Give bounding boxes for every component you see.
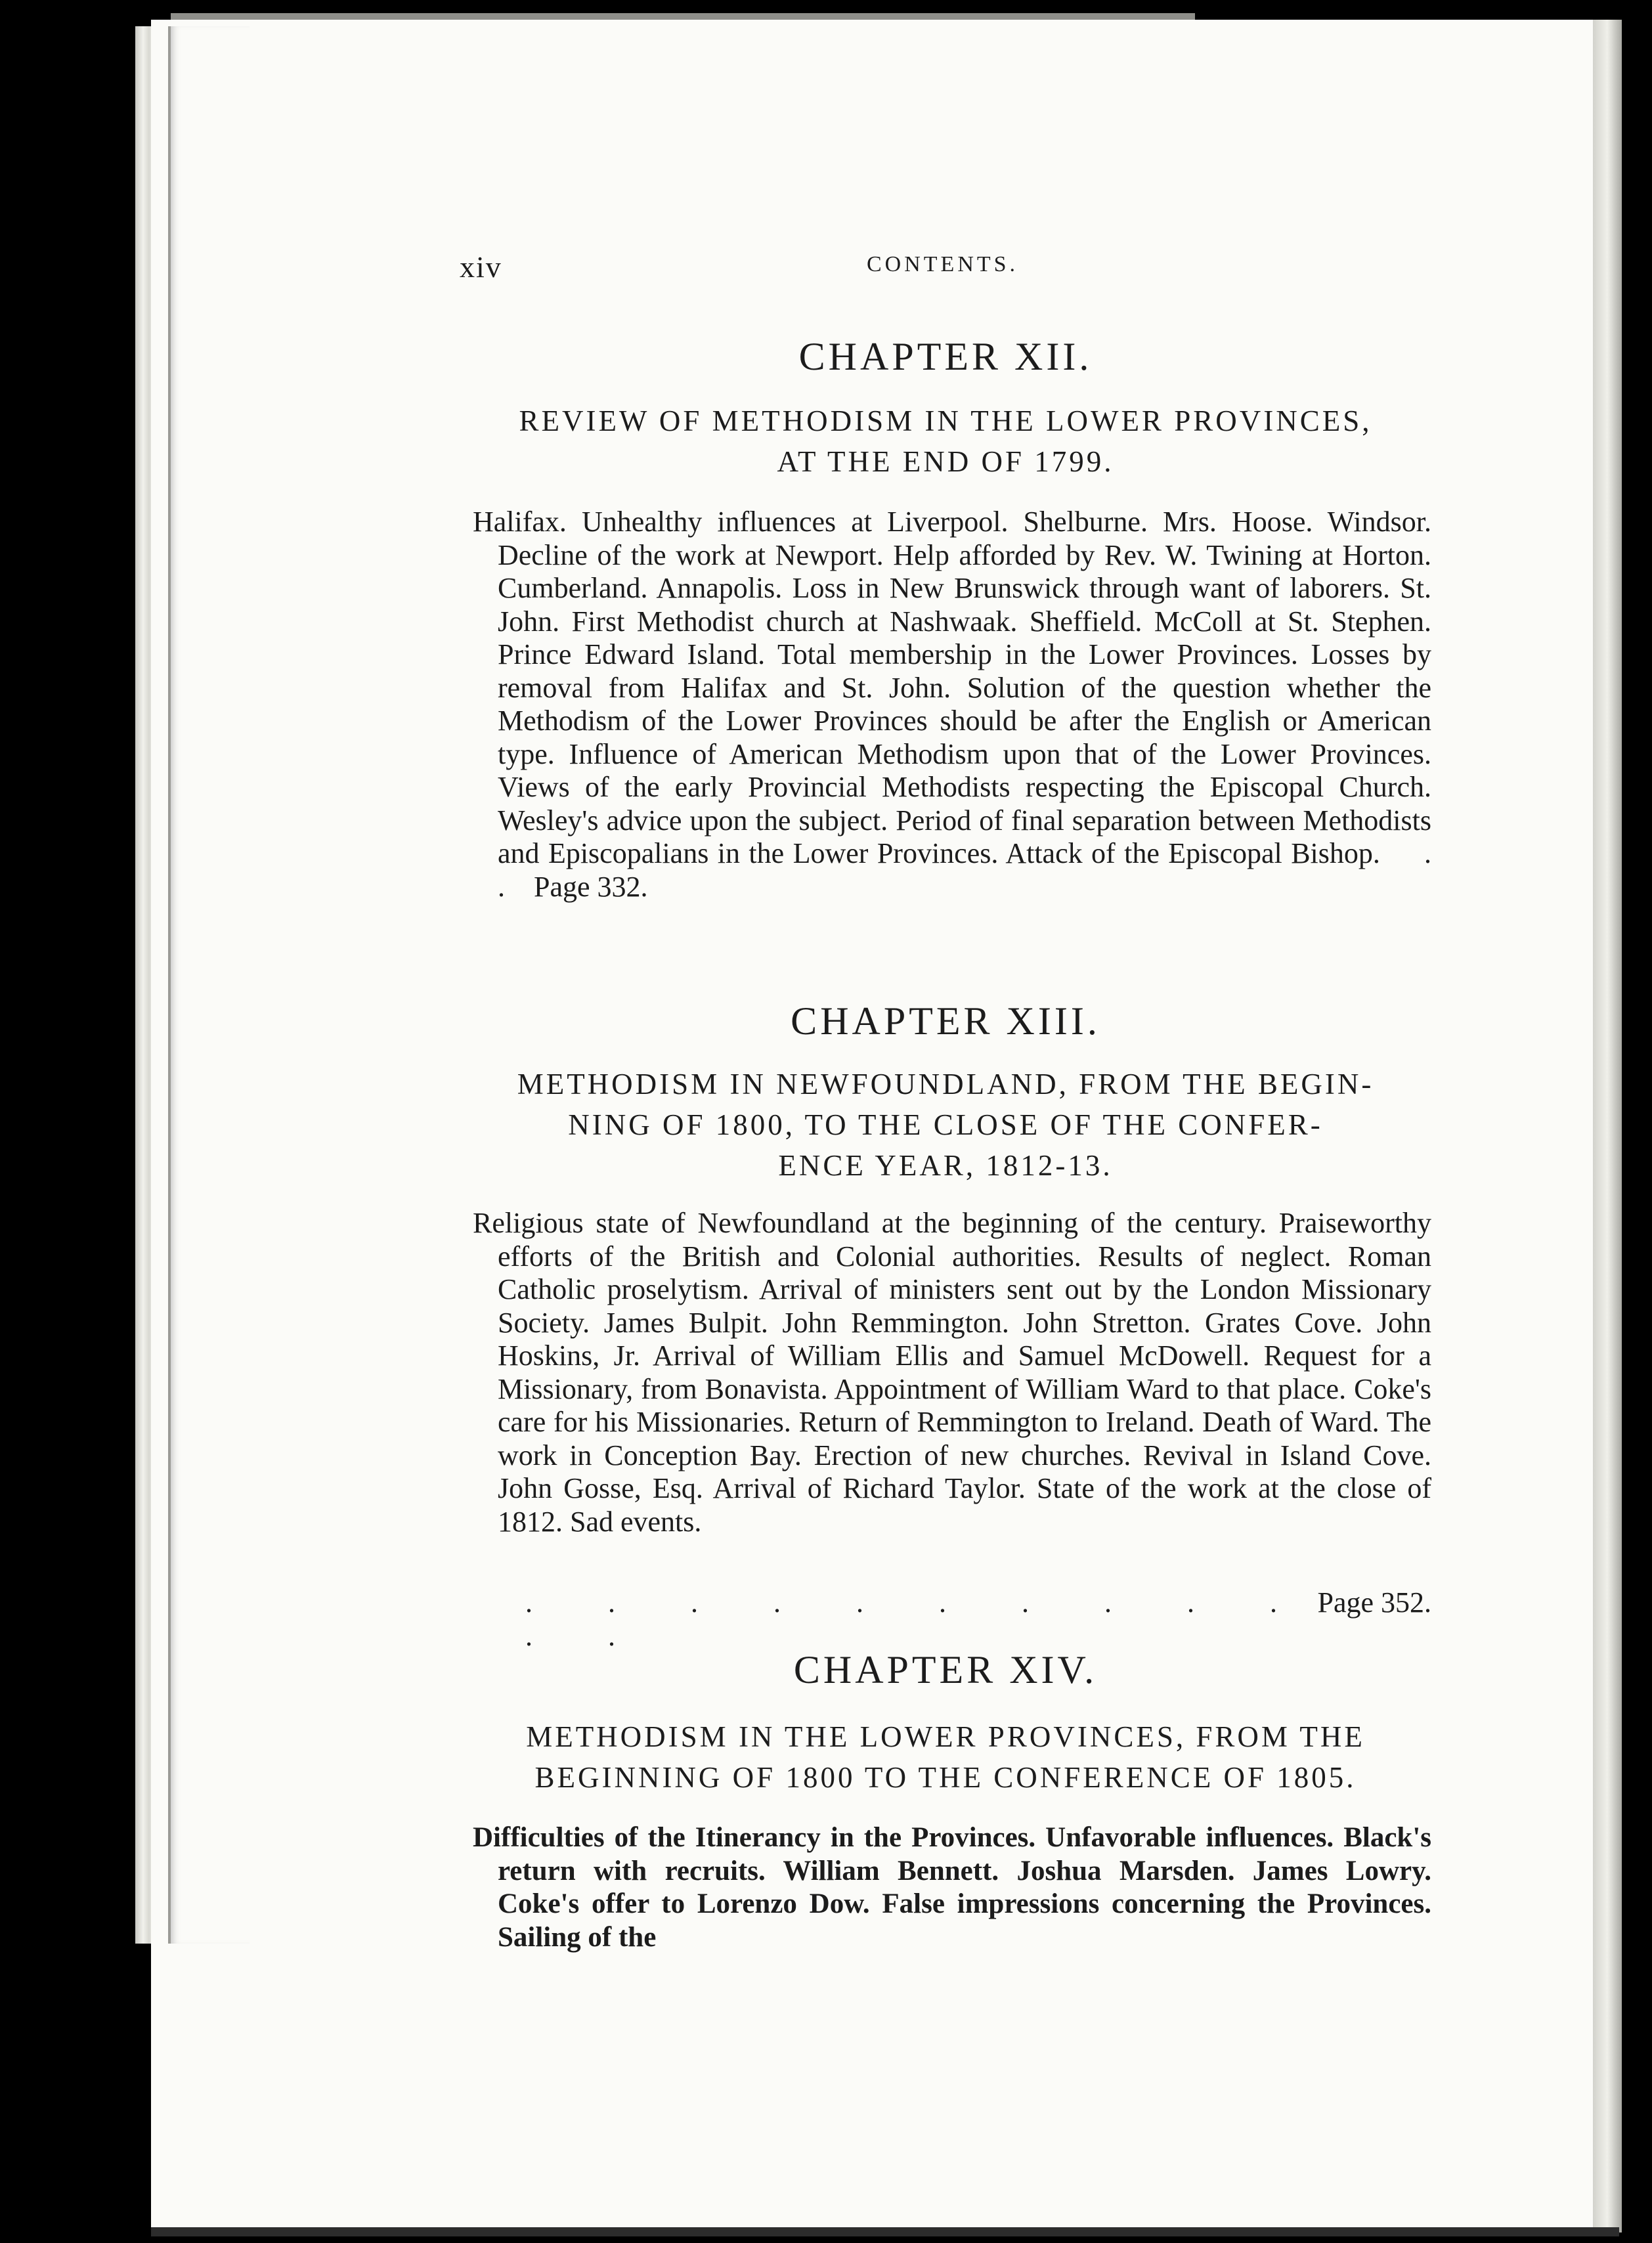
chapter-12-subtitle: [460, 401, 1431, 482]
chapter-14-subtitle-line-2: BEGINNING OF 1800 TO THE CONFERENCE OF 1805.: [534, 1761, 1357, 1794]
chapter-13-subtitle: [460, 1064, 1431, 1186]
chapter-13-leader: . . . . . . . . . . . .: [525, 1586, 1311, 1652]
page-bottom-shadow: [151, 2227, 1619, 2236]
chapter-12-title: CHAPTER XII.: [798, 335, 1093, 378]
chapter-12-summary-text: Halifax. Unhealthy influences at Liverpool. Shelburne. Mrs. Hoose. Windsor. Decline of the work at Newport. Help afforded by Rev. W. Twining at Horton. Cumberland. Annapolis. Loss in New Brunswick through want of laborers. St. John. First Methodist church at Nashwaak. Sheffield. McColl at St. Stephen. Prince Edward Island. Total membership in the Lower Provinces. Losses by removal from Halifax and St. John. Solution of the question whether the Methodism of the Lower Provinces should be after the English or American type. Influence of American Methodism upon that of the Lower Provinces. Views of the early Provincial Methodists respecting the Episcopal Church. Wesley's advice upon the subject. Period of final separation between Methodists and Episcopalians in the Lower Provinces. Attack of the Episcopal Bishop.: [473, 506, 1431, 869]
chapter-13-subtitle-line-2: NING OF 1800, TO THE CLOSE OF THE CONFER-: [568, 1108, 1323, 1141]
chapter-13-subtitle-line-3: ENCE YEAR, 1812-13.: [778, 1149, 1113, 1182]
chapter-14-subtitle-line-1: METHODISM IN THE LOWER PROVINCES, FROM THE: [526, 1720, 1365, 1753]
chapter-13-leader-line: [525, 1586, 1431, 1653]
chapter-12-subtitle-line-1: REVIEW OF METHODISM IN THE LOWER PROVINCES,: [519, 404, 1372, 437]
chapter-12-subtitle-line-2: AT THE END OF 1799.: [777, 445, 1114, 478]
chapter-13-page-ref: Page 352.: [1317, 1586, 1431, 1619]
chapter-13-title: CHAPTER XIII.: [791, 999, 1100, 1043]
chapter-14-title: CHAPTER XIV.: [793, 1648, 1098, 1691]
book-right-edge: [1593, 20, 1622, 2232]
book-gutter-shadow: [168, 26, 250, 1944]
running-head-title: CONTENTS.: [867, 252, 1019, 276]
chapter-12-leader: . .: [498, 837, 1431, 903]
chapter-13-subtitle-line-1: METHODISM IN NEWFOUNDLAND, FROM THE BEGIN-: [517, 1068, 1374, 1100]
chapter-14-summary: Difficulties of the Itinerancy in the Provinces. Unfavorable influences. Black's return with recruits. William Bennett. Joshua Marsden. James Lowry. Coke's offer to Lorenzo Dow. False impressions concerning the Provinces. Sailing of the: [473, 1822, 1431, 1953]
page-number: xiv: [460, 250, 502, 284]
chapter-13-summary: Religious state of Newfoundland at the beginning of the century. Praiseworthy efforts of the British and Colonial authorities. Results of neglect. Roman Catholic proselytism. Arrival of ministers sent out by the London Missionary Society. James Bulpit. John Remmington. John Stretton. Grates Cove. John Hoskins, Jr. Arrival of William Ellis and Samuel McDowell. Request for a Missionary, from Bonavista. Appointment of William Ward to that place. Coke's care for his Missionaries. Return of Remmington to Ireland. Death of Ward. The work in Conception Bay. Erection of new churches. Revival in Island Cove. John Gosse, Esq. Arrival of Richard Taylor. State of the work at the close of 1812. Sad events.: [473, 1207, 1431, 1538]
page-top-shadow: [171, 13, 1195, 20]
chapter-14-subtitle: [460, 1716, 1431, 1798]
running-head: [460, 250, 1431, 289]
chapter-12-summary: [473, 506, 1431, 904]
chapter-12-page-ref: Page 332.: [534, 870, 648, 903]
